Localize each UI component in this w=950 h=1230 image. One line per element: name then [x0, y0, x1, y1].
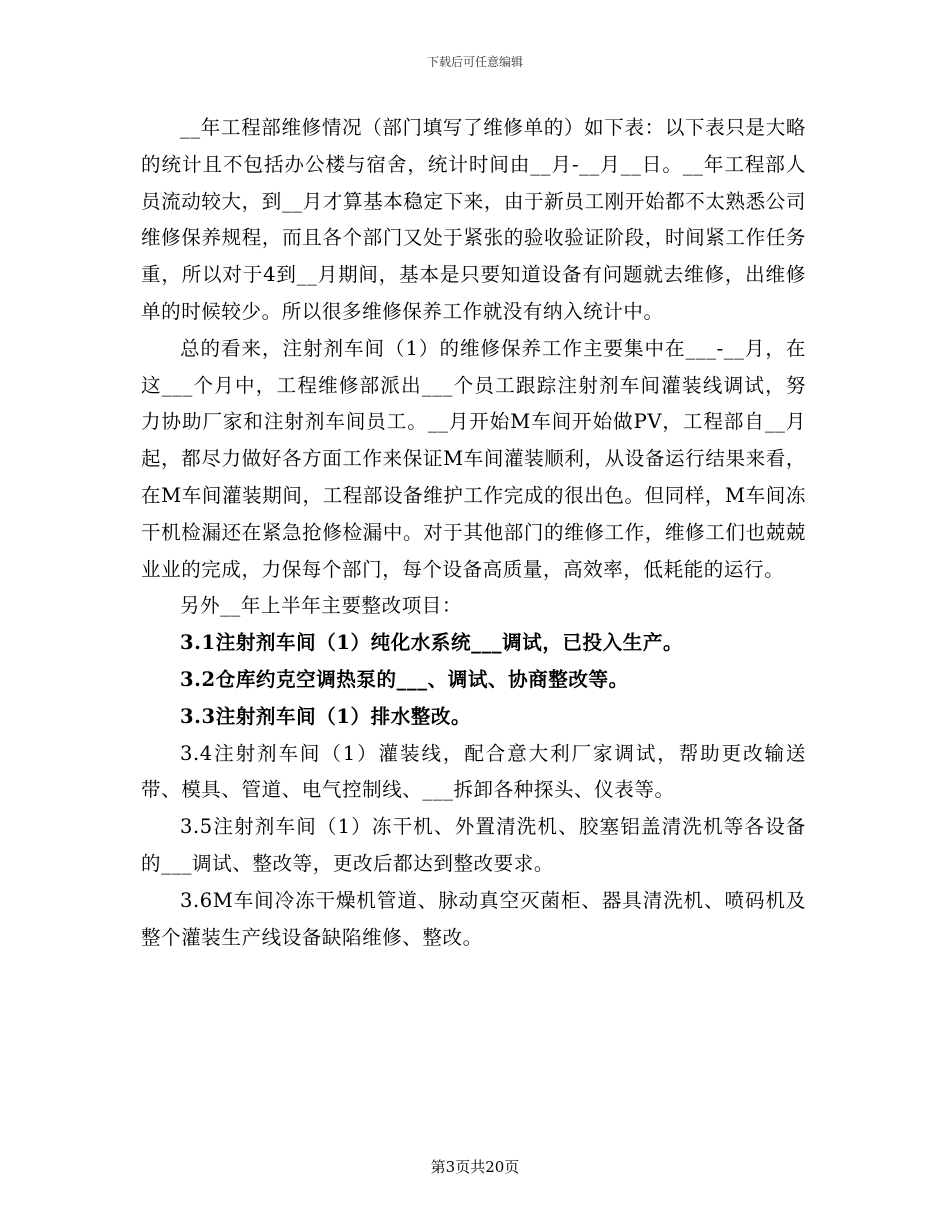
paragraph-summary: 总的看来，注射剂车间（1）的维修保养工作主要集中在___-__月，在这___个月中，工程维修部派出___个员工跟踪注射剂车间灌装线调试，努力协助厂家和注射剂车间员工。__月开始M车间开始做PV，工程部自__月起，都尽力做好各方面工作来保证M车间灌装顺利，从设备运行结果来看，在M车间灌装期间，工程部设备维护工作完成的很出色。但同样，M车间冻干机检漏还在紧急抢修检漏中。对于其他部门的维修工作，维修工们也兢兢业业的完成，力保每个部门，每个设备高质量，高效率，低耗能的运行。 — [141, 336, 806, 581]
page-footer: 第3页共20页 — [430, 1158, 520, 1176]
paragraph-intro: __年工程部维修情况（部门填写了维修单的）如下表：以下表只是大略的统计且不包括办公楼与宿舍，统计时间由__月-__月__日。__年工程部人员流动较大，到__月才算基本稳定下来，由于新员工刚开始都不太熟悉公司维修保养规程，而且各个部门又处于紧张的验收验证阶段，时间紧工作任务重，所以对于4到__月期间，基本是只要知道设备有问题就去维修，出维修单的时候较少。所以很多维修保养工作就没有纳入统计中。 — [141, 116, 806, 323]
list-item-3-5: 3.5注射剂车间（1）冻干机、外置清洗机、胶塞铝盖清洗机等各设备的___调试、整改等，更改后都达到整改要求。 — [141, 815, 806, 875]
paragraph-rectification-heading: 另外__年上半年主要整改项目： — [180, 594, 463, 618]
document-body — [141, 110, 806, 956]
list-item-3-4: 3.4注射剂车间（1）灌装线，配合意大利厂家调试，帮助更改输送带、模具、管道、电气控制线、___拆卸各种探头、仪表等。 — [141, 741, 806, 802]
page-header: 下载后可任意编辑 — [426, 55, 523, 69]
list-item-3-1: 3.1注射剂车间（1）纯化水系统___调试，已投入生产。 — [180, 631, 684, 655]
list-item-3-3: 3.3注射剂车间（1）排水整改。 — [180, 704, 472, 728]
list-item-3-6: 3.6M车间冷冻干燥机管道、脉动真空灭菌柜、器具清洗机、喷码机及整个灌装生产线设备缺陷维修、整改。 — [141, 888, 806, 949]
list-item-3-2: 3.2仓库约克空调热泵的___、调试、协商整改等。 — [180, 667, 629, 691]
